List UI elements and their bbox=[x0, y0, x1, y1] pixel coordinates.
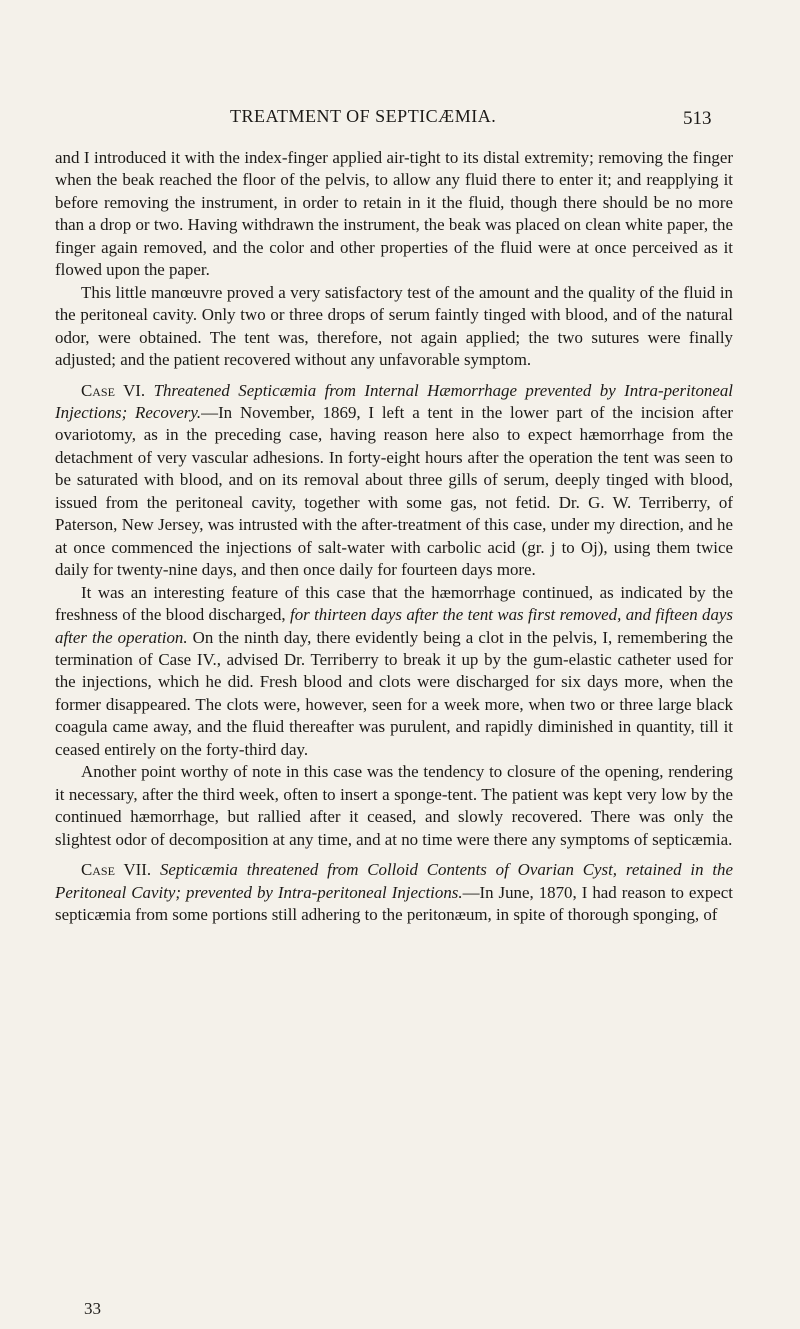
paragraph-2 bbox=[55, 282, 733, 372]
case-vii-title: Septicæmia threatened from Colloid Contents of Ovarian Cyst, retained in the Peritoneal Cavity; prevented by Intra-peritoneal Injections. bbox=[55, 860, 733, 902]
page-header bbox=[0, 106, 800, 136]
case-vi-label: Case VI. bbox=[81, 380, 146, 400]
body-text bbox=[55, 147, 733, 926]
signature-mark: 33 bbox=[84, 1299, 101, 1318]
paragraph-1 bbox=[55, 147, 733, 282]
paragraph-1-text: and I introduced it with the index-finger applied air-tight to its distal extremity; removing the finger when the beak reached the floor of the pelvis, to allow any fluid there to enter it; and reapplying it before removing the instrument, in order to retain in it the fluid, though there should be no more than a drop or two. Having withdrawn the instrument, the beak was placed on clean white paper, the finger again removed, and the color and other properties of the fluid were at once perceived as it flowed upon the paper. bbox=[55, 148, 733, 280]
case-vi-title: Threatened Septicæmia from Internal Hæmorrhage prevented by Intra-peritoneal Injections; Recovery. bbox=[55, 380, 733, 422]
case-vii-label: Case VII. bbox=[81, 860, 152, 880]
paragraph-5-text: Another point worthy of note in this case was the tendency to closure of the opening, rendering it necessary, after the third week, often to insert a sponge-tent. The patient was kept very low by the continued hæmorrhage, but rallied after it ceased, and slowly recovered. There was only the slightest odor of decomposition at any time, and at no time were there any symptoms of septicæmia. bbox=[55, 762, 733, 849]
running-head: TREATMENT OF SEPTICÆMIA. bbox=[230, 106, 497, 126]
case-vi-paragraph bbox=[55, 380, 733, 582]
paragraph-4 bbox=[55, 582, 733, 762]
paragraph-4-text-after: On the ninth day, there evidently being a clot in the pelvis, I, remembering the termination of Case IV., advised Dr. Terriberry to break it up by the gum-elastic catheter used for the injections, which he did. Fresh blood and clots were discharged for six days more, when the former disappeared. The clots were, however, seen for a week more, when two or three large black coagula came away, and the fluid thereafter was purulent, and rapidly diminished in quantity, till it ceased entirely on the forty-third day. bbox=[55, 627, 734, 759]
case-vi-text: —In November, 1869, I left a tent in the lower part of the incision after ovariotomy, as in the preceding case, having reason here also to expect hæmorrhage from the detachment of very vascular adhesions. In forty-eight hours after the operation the tent was seen to be saturated with blood, and on its removal about three gills of serum, deeply tinged with blood, issued from the peritoneal cavity, together with some gas, not fetid. Dr. G. W. Terriberry, of Paterson, New Jersey, was intrusted with the after-treatment of this case, under my direction, and he at once commenced the injections of salt-water with carbolic acid (gr. j to Oj), using them twice daily for twenty-nine days, and then once daily for fourteen days more. bbox=[55, 402, 733, 580]
case-vii-paragraph bbox=[55, 859, 733, 926]
paragraph-4-text-before: It was an interesting feature of this case that the hæmorrhage continued, as indicated by the freshness of the blood discharged, bbox=[55, 582, 733, 625]
paragraph-4-emphasis: for thirteen days after the tent was first removed, and fifteen days after the operation. bbox=[55, 605, 733, 647]
page-number: 513 bbox=[683, 108, 712, 129]
paragraph-2-text: This little manœuvre proved a very satisfactory test of the amount and the quality of the fluid in the peritoneal cavity. Only two or three drops of serum faintly tinged with blood, and of the natural odor, were obtained. The tent was, therefore, not again applied; the two sutures were finally adjusted; and the patient recovered without any unfavorable symptom. bbox=[55, 282, 733, 370]
case-vii-text: —In June, 1870, I had reason to expect septicæmia from some portions still adhering to the peritonæum, in spite of thorough sponging, of bbox=[55, 882, 733, 924]
paragraph-5 bbox=[55, 761, 733, 851]
